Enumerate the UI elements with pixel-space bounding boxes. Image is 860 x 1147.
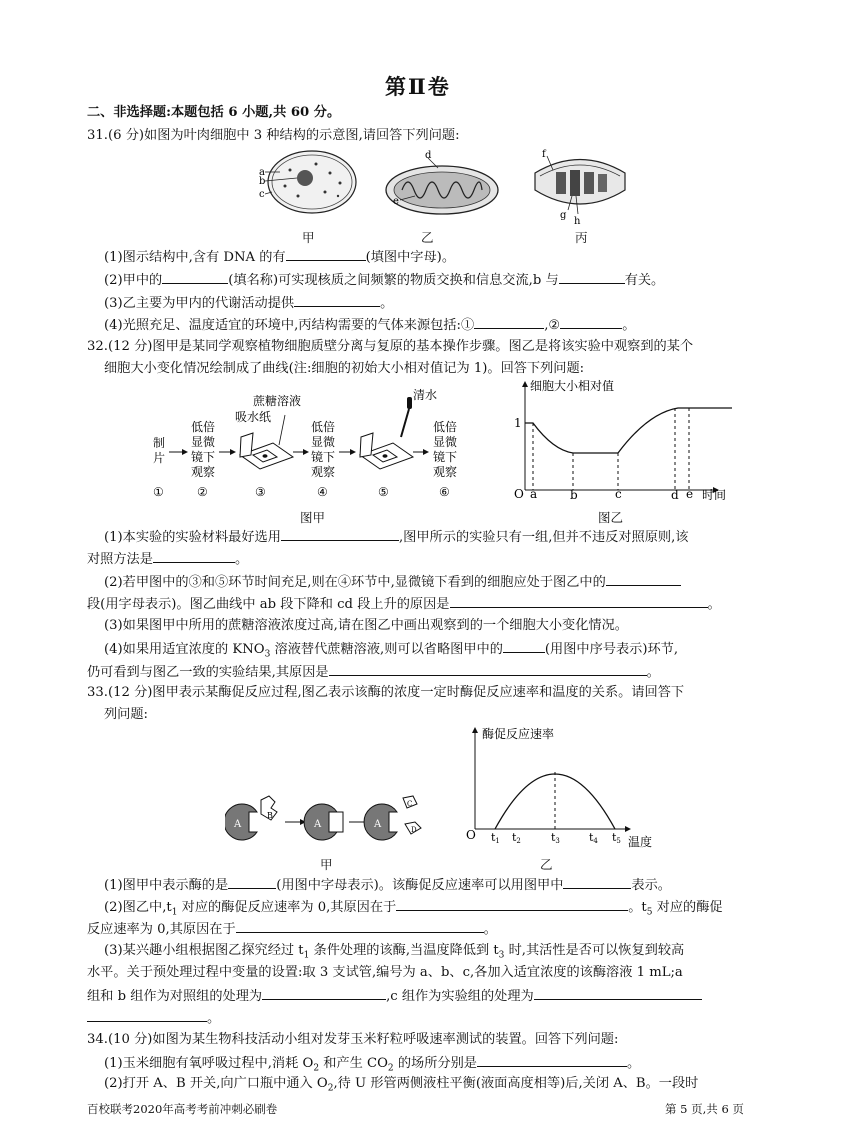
step-zhi: 制 [153,436,166,450]
q32-caption-yi: 图乙 [598,510,624,525]
label-h: h [574,216,581,227]
q32-caption-jia: 图甲 [300,510,326,525]
graph-x-label: 时间 [702,488,727,500]
mitochondrion-illustration [386,158,498,214]
q32-part1-line2: 对照方法是 。 [87,549,248,569]
q32-stem-line2: 细胞大小变化情况绘制成了曲线(注:细胞的初始大小相对值记为 1)。回答下列问题: [104,361,585,376]
graph-tick-a: a [530,487,538,500]
graph-tick-c: c [615,487,622,500]
product-C-label: C [407,800,413,808]
obs2-l2: 显微 [311,435,336,449]
label-clear-water: 清水 [413,388,438,402]
obs3-l4: 观察 [433,465,458,479]
q33-part2-line2: 反应速率为 0,其原因在于 。 [87,919,497,939]
q32-figure-yi-graph [508,378,748,500]
obs1-l1: 低倍 [191,420,216,434]
q31-part3: (3)乙主要为甲内的代谢活动提供 。 [104,293,393,313]
q33-figure-yi-graph [460,724,670,854]
step-num-4: ④ [317,485,328,499]
tick-t4: t4 [589,831,598,845]
q31-stem: 31.(6 分)如图为叶肉细胞中 3 种结构的示意图,请回答下列问题: [87,128,460,143]
q31-part1: (1)图示结构中,含有 DNA 的有 (填图中字母)。 [104,247,455,267]
obs3-l2: 显微 [433,435,458,449]
label-b: b [259,176,266,187]
substrate-B-label: B [267,811,273,820]
label-sugar-solution: 蔗糖溶液 [253,394,302,408]
q31-caption-yi: 乙 [421,230,434,245]
footer-page-number: 第 5 页,共 6 页 [665,1102,744,1116]
obs1-l4: 观察 [191,465,216,479]
q34-part1: (1)玉米细胞有氧呼吸过程中,消耗 $O_2$ 和产生 $CO_2$ 的场所分别是 。 [104,1053,640,1078]
obs3-l3: 镜下 [433,450,458,464]
label-c: c [259,189,265,200]
footer-left: 百校联考2020年高考考前冲刺必刷卷 [87,1102,278,1116]
obs3-l1: 低倍 [433,420,458,434]
graph-tick-1: 1 [514,416,522,430]
q31-caption-bing: 丙 [575,230,588,245]
q33-caption-yi: 乙 [540,857,553,872]
label-a: a [259,167,265,178]
q33-part2-line1: (2)图乙中$,t_1$ 对应的酶促反应速率为 0,其原因在于 。$t_5$ 对应的酶促 [104,897,723,922]
label-f: f [542,149,546,160]
q34-part2: (2)打开 A、B 开关,向广口瓶中通入 $O_2$,待 U 形管两侧液柱平衡(液面高度相等)后,关闭 A、B。一段时 [104,1076,699,1094]
q33-part1: (1)图甲中表示酶的是 (用图中字母表示)。该酶促反应速率可以用图甲中 表示。 [104,875,671,895]
step-num-6: ⑥ [439,485,450,499]
label-g: g [560,210,567,221]
q31-figure [250,148,630,228]
q32-part4-line1: (4)如果用适宜浓度的 $KNO_3$ 溶液替代蔗糖溶液,则可以省略图甲中的 (用图中序号表示)环节, [104,639,678,664]
q31-caption-jia: 甲 [302,230,315,245]
step-pian: 片 [153,451,166,465]
q33-part3-line2: 水平。关于预处理过程中变量的设置:取 3 支试管,编号为 a、b、c,各加入适宜浓度的该酶溶液 1 mL;a [87,965,683,980]
nucleus-illustration [265,151,356,213]
q32-part2-line2: 段(用字母表示)。图乙曲线中 ab 段下降和 cd 段上升的原因是 。 [87,594,721,614]
q33-stem-line2: 列问题: [104,707,149,722]
q33-part3-line4: 。 [87,1008,220,1028]
q33-caption-jia: 甲 [320,857,333,872]
graph-tick-b: b [570,488,578,500]
product-D-label: D [411,826,417,834]
obs2-l1: 低倍 [311,420,336,434]
graph-origin: O [514,487,524,500]
enzyme-A-label-3: A [374,819,382,830]
graph-y-label: 细胞大小相对值 [530,379,615,393]
tick-t1: t1 [491,831,500,845]
page-title: 第Ⅱ卷 [385,74,451,99]
q32-figure-jia [145,385,475,505]
graph-tick-d: d [671,488,679,500]
q32-part1-line1: (1)本实验的实验材料最好选用 ,图甲所示的实验只有一组,但并不违反对照原则,该 [104,527,688,547]
q32-part2-line1: (2)若甲图中的③和⑤环节时间充足,则在④环节中,显微镜下看到的细胞应处于图乙中的 [104,572,681,592]
tick-t2: t2 [512,831,521,845]
step-num-2: ② [197,485,208,499]
tick-t3: t3 [551,831,560,845]
slide-with-dropper-illustration [360,397,413,469]
obs1-l2: 显微 [191,435,216,449]
q33-part3-line1: (3)某兴趣小组根据图乙探究经过 $t_1$ 条件处理的该酶,当温度降低到 $t_3$ 时,其活性是否可以恢复到较高 [104,943,685,961]
chloroplast-illustration [535,156,625,214]
obs2-l3: 镜下 [311,450,336,464]
obs2-l4: 观察 [311,465,336,479]
q33-part3-line3: 组和 b 组作为对照组的处理为 ,c 组作为实验组的处理为 [87,986,702,1006]
obs1-l3: 镜下 [191,450,216,464]
enzyme-A-step2 [304,804,343,840]
cell-size-curve [525,408,732,453]
label-d: d [425,150,432,161]
enzyme-A-label: A [234,819,242,830]
tick-t5: t5 [612,831,621,845]
section-heading: 二、非选择题:本题包括 6 小题,共 60 分。 [87,105,341,120]
q31-part2: (2)甲中的 (填名称)可实现核质之间频繁的物质交换和信息交流,b 与 有关。 [104,270,664,290]
graph-tick-e: e [686,487,694,500]
rate-graph-y-label: 酶促反应速率 [482,727,555,741]
enzyme-A-label-2: A [314,819,322,830]
rate-graph-origin: O [466,828,476,842]
step-num-1: ① [153,485,164,499]
q33-stem-line1: 33.(12 分)图甲表示某酶促反应过程,图乙表示该酶的浓度一定时酶促反应速率和温度的关系。请回答下 [87,685,685,700]
step-num-5: ⑤ [378,485,389,499]
q31-part4: (4)光照充足、温度适宜的环境中,丙结构需要的气体来源包括:① ,② 。 [104,315,635,335]
q32-stem-line1: 32.(12 分)图甲是某同学观察植物细胞质壁分离与复原的基本操作步骤。图乙是将该实验中观察到的某个 [87,339,694,354]
label-absorbent-paper: 吸水纸 [235,410,272,424]
step-num-3: ③ [255,485,266,499]
q32-part3: (3)如果图甲中所用的蔗糖溶液浓度过高,请在图乙中画出观察到的一个细胞大小变化情况。 [104,618,628,633]
q32-part4-line2: 仍可看到与图乙一致的实验结果,其原因是 。 [87,662,660,682]
label-e: e [393,196,399,207]
q33-figure-jia [225,790,445,850]
q34-stem: 34.(10 分)如图为某生物科技活动小组对发芽玉米籽粒呼吸速率测试的装置。回答下列问题: [87,1032,619,1047]
rate-graph-x-label: 温度 [628,835,653,849]
